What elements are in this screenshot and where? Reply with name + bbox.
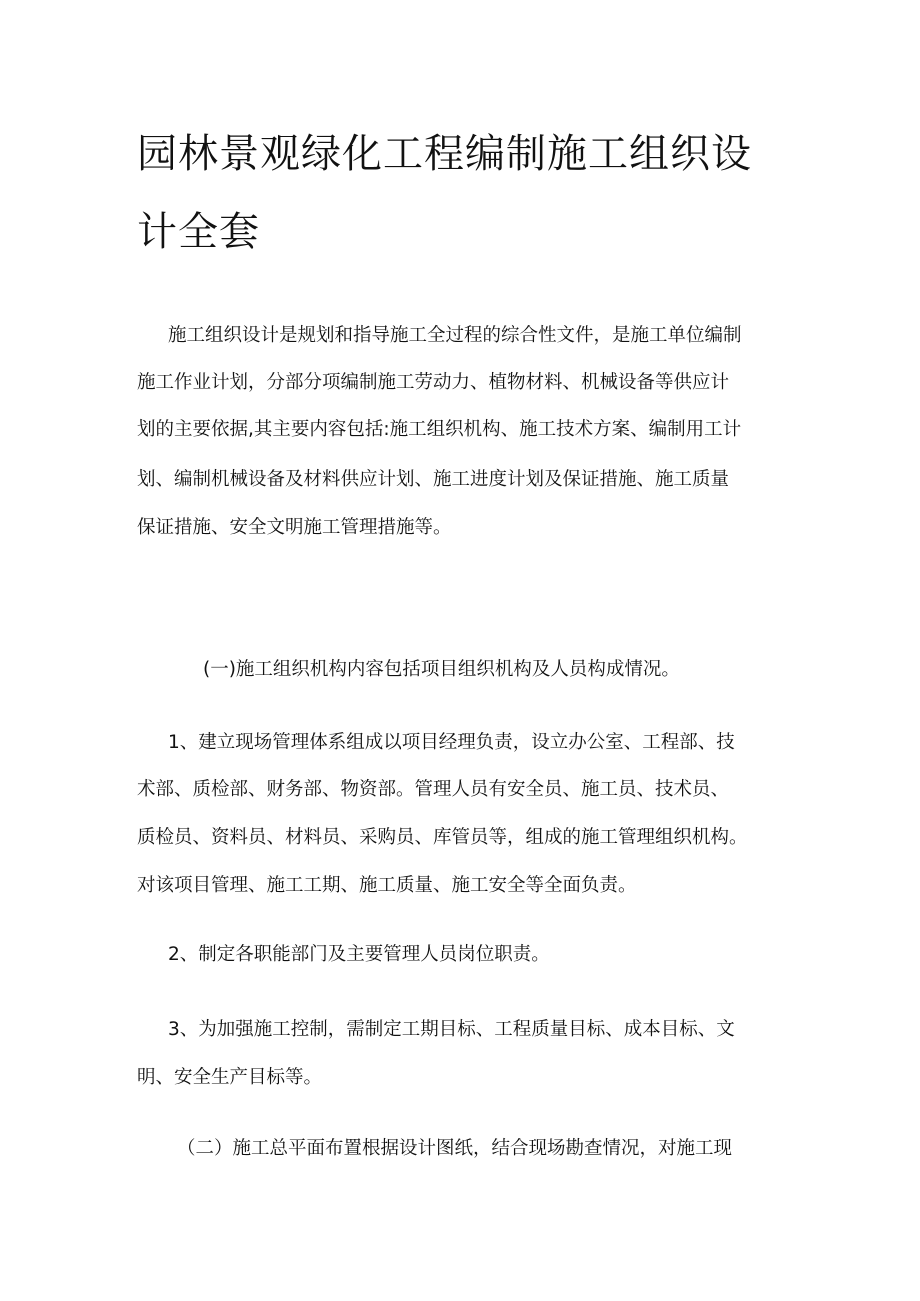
item-2-line: 2、制定各职能部门及主要管理人员岗位职责。	[168, 944, 550, 965]
item-1-line-1: 1、建立现场管理体系组成以项目经理负责，设立办公室、工程部、技	[168, 732, 735, 753]
section-1-heading: (一)施工组织机构内容包括项目组织机构及人员构成情况。	[203, 659, 680, 680]
intro-line-5: 保证措施、安全文明施工管理措施等。	[137, 517, 452, 538]
item-1-line-3: 质检员、资料员、材料员、采购员、库管员等，组成的施工管理组织机构。	[137, 827, 748, 848]
item-1-line-4: 对该项目管理、施工工期、施工质量、施工安全等全面负责。	[137, 875, 637, 896]
item-1-line-2: 术部、质检部、财务部、物资部。管理人员有安全员、施工员、技术员、	[137, 779, 730, 800]
section-2-line: （二）施工总平面布置根据设计图纸，结合现场勘查情况，对施工现	[177, 1138, 733, 1159]
intro-line-4: 划、编制机械设备及材料供应计划、施工进度计划及保证措施、施工质量	[137, 469, 730, 490]
intro-line-3: 划的主要依据,其主要内容包括:施工组织机构、施工技术方案、编制用工计	[137, 419, 742, 440]
document-title-line-2: 计全套	[137, 209, 260, 255]
intro-line-2: 施工作业计划，分部分项编制施工劳动力、植物材料、机械设备等供应计	[137, 372, 730, 393]
item-3-line-2: 明、安全生产目标等。	[137, 1067, 323, 1088]
item-3-line-1: 3、为加强施工控制，需制定工期目标、工程质量目标、成本目标、文	[168, 1019, 735, 1040]
document-title-line-1: 园林景观绿化工程编制施工组织设	[137, 131, 752, 177]
intro-line-1: 施工组织设计是规划和指导施工全过程的综合性文件，是施工单位编制	[168, 325, 742, 346]
